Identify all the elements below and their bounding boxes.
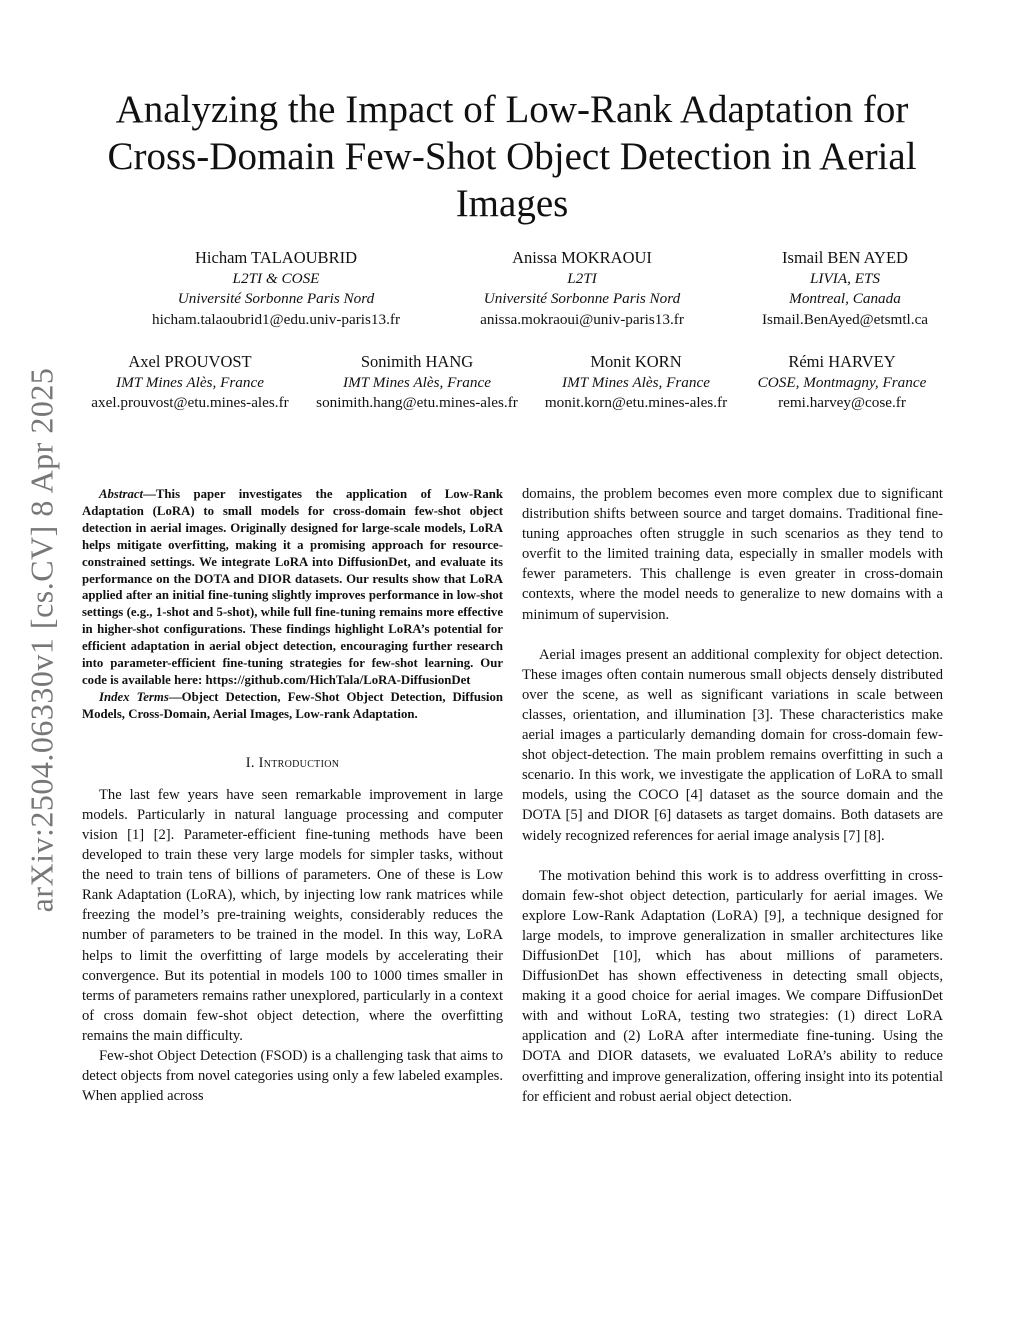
section-number: I. [245,754,259,771]
author-affiliation: Université Sorbonne Paris Nord [177,290,375,307]
author-email[interactable]: sonimith.hang@etu.mines-ales.fr [316,394,518,411]
author-name: Sonimith HANG [360,352,474,371]
author-affiliation: IMT Mines Alès, France [343,373,491,391]
author-name: Anissa MOKRAOUI [512,248,652,267]
author-name: Monit KORN [590,352,682,371]
author-name: Axel PROUVOST [128,352,252,371]
index-terms-label: Index Terms [99,689,169,704]
author-affiliation: Université Sorbonne Paris Nord [483,290,681,307]
section-heading [82,753,503,773]
index-terms-text: —Object Detection, Few-Shot Object Detection, Diffusion Models, Cross-Domain, Aerial Images, Low-rank Adaptation. [82,689,504,721]
author-email[interactable]: Ismail.BenAyed@etsmtl.ca [761,310,929,328]
author-affiliation: L2TI [567,269,597,287]
intro-paragraph: Aerial images present an additional complexity for object detection. These images often contain numerous small objects densely distributed over the scene, as well as significant variations in scale between classes, orientation, and illumination [3]. These characteristics make aerial images a particularly demanding domain for cross-domain few-shot object-detection. The main problem remains overfitting in such a scenario. In this work, we investigate the application of LoRA to small models, using the COCO [4] dataset as the source domain and the DOTA [5] and DIOR [6] datasets as target domains. Both datasets are widely recognized references for aerial image analysis [7] [8]. [522,646,943,844]
author-block [480,248,684,330]
index-terms [82,689,503,723]
author-block [91,352,288,414]
left-column [82,486,503,1106]
author-affiliation: IMT Mines Alès, France [562,373,710,391]
intro-paragraph: The motivation behind this work is to address overfitting in cross-domain few-shot object detection, particularly for aerial images. We explore Low-Rank Adaptation (LoRA) [9], a technique designed for large models, to improve generalization in smaller architectures like DiffusionDet [10], which has about millions of parameters. DiffusionDet has shown effectiveness in detecting small objects, making it a good choice for aerial images. We compare DiffusionDet with and without LoRA, testing two strategies: (1) direct LoRA application and (2) LoRA after intermediate fine-tuning. Using the DOTA and DIOR datasets, we evaluated LoRA’s ability to reduce overfitting and improve generalization, offering insight into its potential for efficient and robust aerial object detection. [522,867,943,1105]
arxiv-identifier: arXiv:2504.06330v1 [cs.CV] 8 Apr 2025 [23,367,60,913]
section-title: Introduction [258,754,340,771]
author-email[interactable]: monit.korn@etu.mines-ales.fr [544,394,728,411]
intro-paragraph: The last few years have seen remarkable improvement in large models. Particularly in natural language processing and computer vision [1] [2]. Parameter-efficient fine-tuning methods have been developed to train these very large models for simpler tasks, without the need to train tens of billions of parameters. One of these is Low Rank Adaptation (LoRA), which, by injecting low rank matrices while freezing the model’s pre-training weights, considerably reduces the number of parameters to be trained in the model. In this way, LoRA helps to limit the overfitting of large models by accelerating their convergence. But its potential in models 100 to 1000 times smaller in terms of parameters remains rather unexplored, particularly in a context of cross domain few-shot object detection, where the overfitting remains the main difficulty. [82,786,503,1044]
abstract [82,486,503,689]
right-column [522,484,943,1107]
author-email[interactable]: remi.harvey@cose.fr [778,394,906,411]
author-name: Rémi HARVEY [788,352,896,371]
paper-title: Analyzing the Impact of Low-Rank Adaptation for Cross-Domain Few-Shot Object Detection in Aerial Images [107,88,917,225]
intro-paragraph: Few-shot Object Detection (FSOD) is a challenging task that aims to detect objects from novel categories using only a few labeled examples. When applied across [82,1048,503,1105]
paragraph-gap [522,625,943,645]
author-email[interactable]: axel.prouvost@etu.mines-ales.fr [91,394,289,411]
author-affiliation: LIVIA, ETS [809,269,881,287]
author-name: Hicham TALAOUBRID [195,248,357,267]
author-affiliation: L2TI & COSE [232,269,320,287]
abstract-text: —This paper investigates the application of Low-Rank Adaptation (LoRA) to small models for cross-domain few-shot object detection in aerial images. Originally designed for large-scale models, LoRA helps mitigate overfitting, making it a promising approach for resource-constrained settings. We integrate LoRA into DiffusionDet, and evaluate its performance on the DOTA and DIOR datasets. Our results show that LoRA applied after an initial fine-tuning slightly improves performance in low-shot settings (e.g., 1-shot and 5-shot), while full fine-tuning remains more effective in higher-shot configurations. These findings highlight LoRA’s potential for efficient adaptation in aerial object detection, encouraging further research into parameter-efficient fine-tuning strategies for few-shot learning. Our code is available here: https://github.com/HichTala/LoRA-DiffusionDet [82,487,503,687]
author-email[interactable]: anissa.mokraoui@univ-paris13.fr [480,310,684,328]
author-block [762,248,928,330]
abstract-label: Abstract [99,487,144,501]
author-block [152,248,400,330]
author-block [758,352,927,414]
author-affiliation: Montreal, Canada [789,290,901,307]
intro-paragraph: domains, the problem becomes even more complex due to significant distribution shifts between source and target domains. Traditional fine-tuning approaches often struggle in such scenarios as they tend to overfit to the limited training data, especially in smaller models with fewer parameters. This challenge is even greater in cross-domain contexts, where the model needs to generalize to new domains with a minimum of supervision. [522,486,943,623]
author-email[interactable]: hicham.talaoubrid1@edu.univ-paris13.fr [151,310,401,328]
paragraph-gap [522,846,943,866]
author-name: Ismail BEN AYED [782,248,908,267]
author-affiliation: COSE, Montmagny, France [757,373,927,391]
author-affiliation: IMT Mines Alès, France [116,373,264,391]
author-block [316,352,518,414]
author-block [545,352,727,414]
